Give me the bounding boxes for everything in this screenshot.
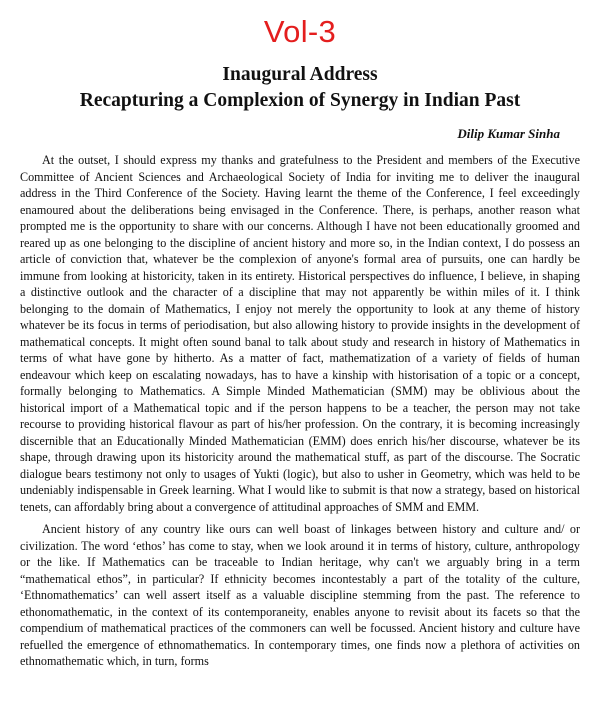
article-title	[20, 62, 580, 114]
volume-label: Vol-3	[263, 14, 337, 49]
title-line-2: Recapturing a Complexion of Synergy in Indian Past	[79, 90, 521, 111]
paragraph: At the outset, I should express my thanks and gratefulness to the President and members of the Executive Committee of Ancient Sciences and Archaeological Society of India for inviting me to deliver the inaugural address in the Third Conference of the Society. Having learnt the theme of the Conference, I feel exceedingly enamoured about the deliberations being envisaged in the Conference. There, is perhaps, another reason what prompted me is the opportunity to share with our concerns. Although I have not been educationally groomed and reared up as one belonging to the discipline of ancient history and more so, in the Indian context, I do possess an article of conviction that, whatever be the complexion of anyone's formal area of pursuits, one can hardly be immune from looking at historicity, taken in its entirety. Historical perspectives do influence, I believe, in shaping a distinctive outlook and the character of a discipline that may not apparently be within miles of it. I think belonging to the domain of Mathematics, I enjoy not merely the opportunity to look at any theme of history whatever be its focus in terms of periodisation, but also allowing history to provide insights in the development of mathematical concepts. It might often sound banal to talk about study and research in history of Mathematics in terms of what have gone by hitherto. As a matter of fact, mathematization of a variety of fields of human endeavour which keep on escalating nowadays, has to have a kinship with historisation of a topic or a concept, formally belonging to Mathematics. A Simple Minded Mathematician (SMM) may be oblivious about the historical import of a Mathematical topic and if the person happens to be a teacher, the person may not take recourse to providing historical flavour as part of his/her profession. On the contrary, it is becoming increasingly discernible that an Educationally Minded Mathematician (EMM) does enrich his/her discourse, whatever be its shape, through drawing upon its historicity around the mathematical stuff, as part of the discourse. The Socratic dialogue bears testimony not only to usages of Yukti (logic), but also to usher in Geometry, which was held to be undeniably indispensable in Greek learning. What I would like to submit is that now a strategy, based on historical tenets, can affordably bring about a convergence of attitudinal approaches of SMM and EMM.	[20, 153, 580, 514]
author-name: Dilip Kumar Sinha	[457, 126, 560, 141]
article-body	[20, 152, 580, 670]
title-line-1: Inaugural Address	[222, 64, 378, 85]
paragraph: Ancient history of any country like ours can well boast of linkages between history and culture and/ or civilization. The word ‘ethos’ has come to stay, when we look around it in terms of history, culture, anthropology or the like. If Mathematics can be traceable to Indian heritage, why can't we arguably bring in a term “mathematical ethos”, in particular? If ethnicity becomes incontestably a part of the totality of the culture, ‘Ethnomathematics’ can well assert itself as a valuable discipline stemming from the past. The reference to ethonomathematic, in the context of its contemporaneity, enables anyone to revisit about its facets so that the compendium of mathematical practices of the commoners can well be focussed. Ancient history and culture have refuelled the emergence of ethnomathematics. In contemporary times, one finds now a plethora of activities on ethnomathematic which, in turn, forms	[20, 522, 580, 668]
